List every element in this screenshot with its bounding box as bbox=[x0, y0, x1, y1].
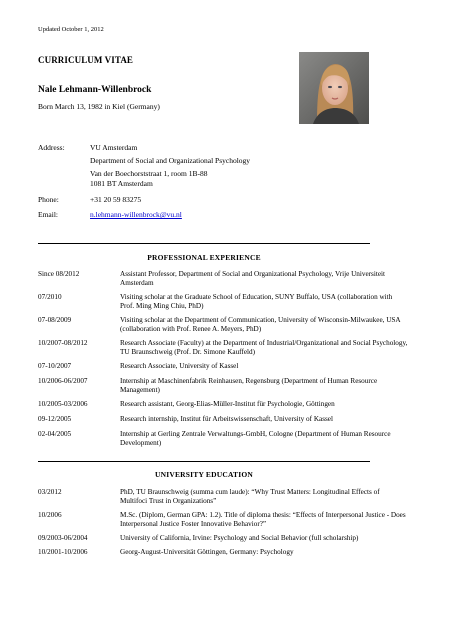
education-date: 03/2012 bbox=[38, 488, 62, 496]
cv-title: CURRICULUM VITAE bbox=[38, 55, 134, 65]
birth-info: Born March 13, 1982 in Kiel (Germany) bbox=[38, 102, 160, 111]
education-desc: Georg-August-Universität Göttingen, Germany: Psychology bbox=[120, 548, 294, 556]
education-desc: M.Sc. (Diplom, German GPA: 1.2). Title of diploma thesis: “Effects of Interpersonal Justice - Does Interpersonal Justice Foster Innovative Behavior?” bbox=[120, 511, 406, 528]
experience-date: Since 08/2012 bbox=[38, 270, 80, 278]
address-line: VU Amsterdam bbox=[90, 143, 138, 152]
section-divider bbox=[38, 243, 370, 244]
section-divider bbox=[38, 461, 370, 462]
experience-date: 07-10/2007 bbox=[38, 362, 72, 370]
experience-date: 07/2010 bbox=[38, 293, 62, 301]
experience-desc: Visiting scholar at the Department of Communication, University of Wisconsin-Milwaukee, USA (collaboration with Prof. Renee A. Meyers, PhD) bbox=[120, 316, 401, 333]
address-line: 1081 BT Amsterdam bbox=[90, 179, 153, 188]
experience-desc: Research Associate (Faculty) at the Department of Industrial/Organizational and Social Psychology, TU Braunschweig (Prof. Dr. Simone Kauffeld) bbox=[120, 339, 408, 356]
email-link[interactable]: n.lehmann-willenbrock@vu.nl bbox=[90, 210, 182, 219]
experience-desc: Assistant Professor, Department of Social and Organizational Psychology, Vrije Universiteit Amsterdam bbox=[120, 270, 386, 287]
experience-date: 10/2006-06/2007 bbox=[38, 377, 88, 385]
experience-desc: Research internship, Institut für Arbeitswissenschaft, University of Kassel bbox=[120, 415, 333, 423]
experience-heading: PROFESSIONAL EXPERIENCE bbox=[147, 253, 261, 262]
portrait-photo bbox=[299, 52, 369, 124]
address-label: Address: bbox=[38, 143, 65, 152]
person-name: Nale Lehmann-Willenbrock bbox=[38, 85, 152, 95]
experience-date: 07-08/2009 bbox=[38, 316, 72, 324]
phone-label: Phone: bbox=[38, 195, 59, 204]
email-label: Email: bbox=[38, 210, 58, 219]
education-desc: PhD, TU Braunschweig (summa cum laude): “Why Trust Matters: Longitudinal Effects of Multifoci Trust in Organizations” bbox=[120, 488, 380, 505]
experience-desc: Research assistant, Georg-Elias-Müller-Institut für Psychologie, Göttingen bbox=[120, 400, 335, 408]
education-desc: University of California, Irvine: Psychology and Social Behavior (full scholarship) bbox=[120, 534, 359, 542]
experience-desc: Internship at Gerling Zentrale Verwaltungs-GmbH, Cologne (Department of Human Resource Development) bbox=[120, 430, 391, 447]
experience-date: 09-12/2005 bbox=[38, 415, 72, 423]
education-date: 10/2006 bbox=[38, 511, 62, 519]
education-date: 10/2001-10/2006 bbox=[38, 548, 88, 556]
address-line: Van der Boechorststraat 1, room 1B-88 bbox=[90, 169, 208, 178]
experience-desc: Internship at Maschinenfabrik Reinhausen, Regensburg (Department of Human Resource Management) bbox=[120, 377, 378, 394]
experience-date: 10/2005-03/2006 bbox=[38, 400, 88, 408]
education-date: 09/2003-06/2004 bbox=[38, 534, 88, 542]
experience-date: 02-04/2005 bbox=[38, 430, 72, 438]
experience-date: 10/2007-08/2012 bbox=[38, 339, 88, 347]
address-line: Department of Social and Organizational Psychology bbox=[90, 156, 251, 165]
experience-desc: Research Associate, University of Kassel bbox=[120, 362, 239, 370]
updated-note: Updated October 1, 2012 bbox=[38, 26, 104, 33]
phone-number: +31 20 59 83275 bbox=[90, 195, 142, 204]
education-heading: UNIVERSITY EDUCATION bbox=[155, 470, 253, 479]
experience-desc: Visiting scholar at the Graduate School of Education, SUNY Buffalo, USA (collaboration with Prof. Ming Ming Chiu, PhD) bbox=[120, 293, 393, 310]
